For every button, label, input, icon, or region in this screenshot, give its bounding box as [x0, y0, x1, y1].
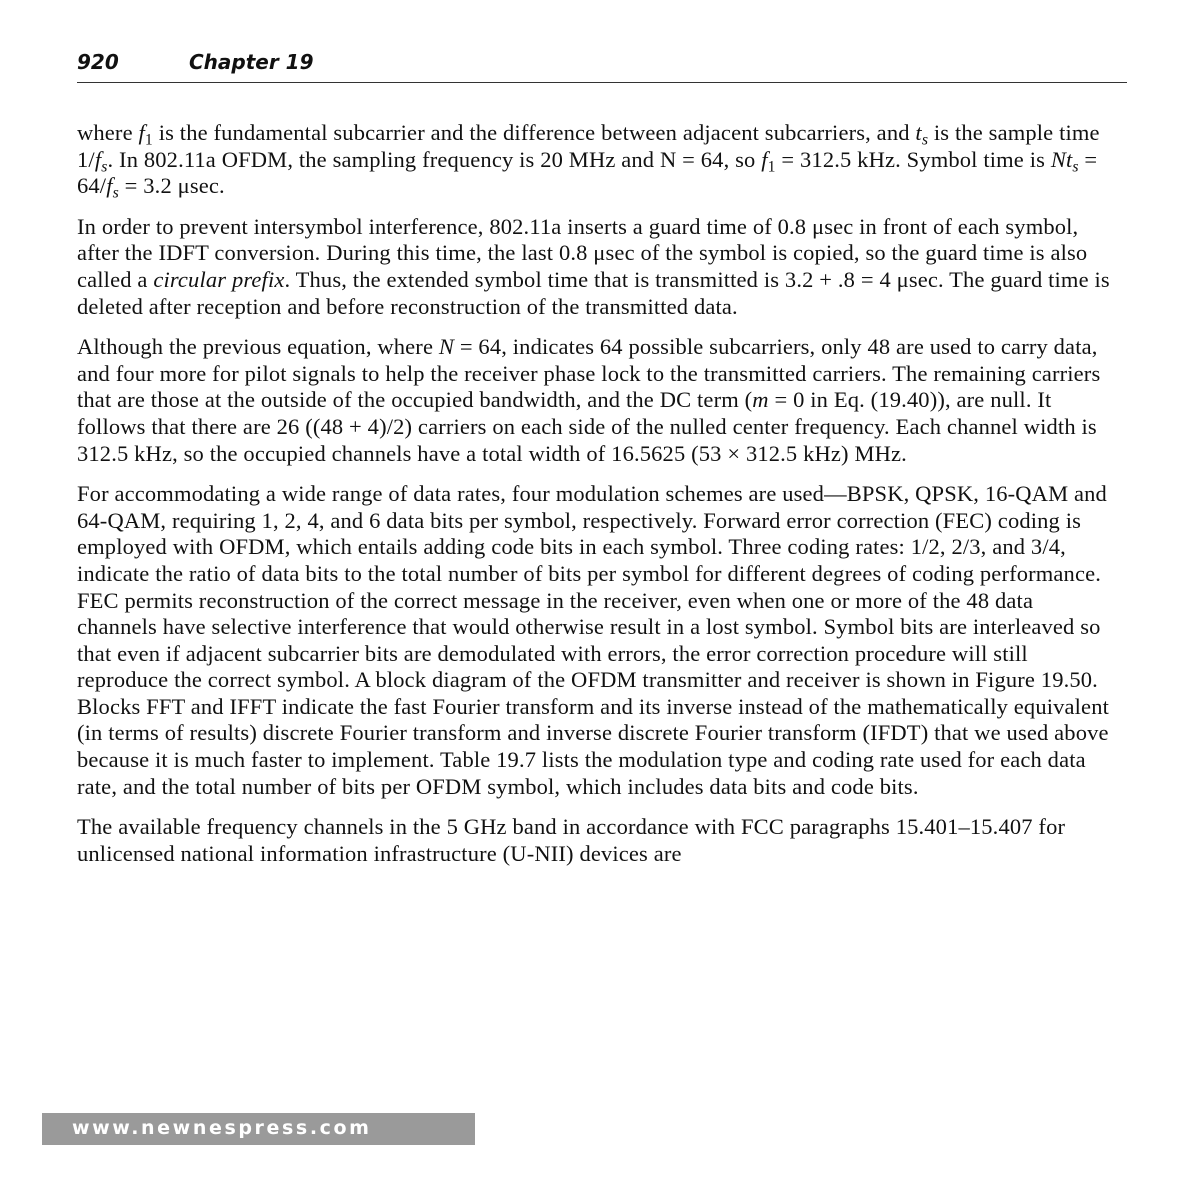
text-segment: . Thus, the extended symbol time that is transmitted is 3.2 + .8 = 4 μsec. The guard time is deleted after reception and before reconstruction of the transmitted data.	[77, 266, 1110, 319]
text-segment: is the fundamental subcarrier and the difference between adjacent subcarriers, and	[152, 120, 916, 145]
text-segment: N	[438, 334, 455, 360]
text-segment: m	[752, 387, 769, 413]
body-text	[77, 120, 1117, 881]
text-segment: 1	[144, 131, 153, 149]
text-segment: where	[77, 120, 139, 145]
text-segment: The available frequency channels in the 5 GHz band in accordance with FCC paragraphs 15.401–15.407 for unlicensed national information infrastructure (U-NII) devices are	[77, 814, 1066, 866]
paragraph-3	[77, 334, 1117, 467]
text-segment: = 312.5 kHz. Symbol time is	[775, 146, 1051, 172]
paragraph-1	[77, 120, 1117, 200]
text-segment: s	[112, 184, 119, 202]
text-segment: s	[1072, 158, 1079, 176]
paragraph-2	[77, 214, 1117, 320]
text-segment: s	[921, 131, 929, 149]
text-segment: = 3.2 μsec.	[118, 173, 225, 199]
page-header	[77, 46, 1127, 83]
text-segment: t	[915, 120, 922, 145]
text-segment: circular prefix	[153, 266, 285, 292]
text-segment: s	[101, 158, 108, 176]
text-segment: f	[94, 146, 102, 172]
text-segment: . In 802.11a OFDM, the sampling frequency is 20 MHz and N = 64, so	[107, 146, 762, 172]
text-segment: f	[138, 120, 145, 145]
paragraph-5	[77, 814, 1117, 867]
footer-bar	[42, 1113, 475, 1145]
text-segment: = 64/	[77, 146, 1098, 199]
text-segment: = 64, indicates 64 possible subcarriers, only 48 are used to carry data, and four more for pilot signals to help the receiver phase lock to the transmitted carriers. The remaining carriers that are those at the outside of the occupied bandwidth, and the DC term (	[77, 334, 1101, 413]
text-segment: f	[761, 146, 768, 172]
text-segment: Although the previous equation, where	[77, 334, 439, 360]
text-segment: f	[106, 173, 113, 199]
text-segment: is the sample time 1/	[77, 120, 1100, 172]
text-segment: For accommodating a wide range of data rates, four modulation schemes are used—BPSK, QPSK, 16-QAM and 64-QAM, requiring 1, 2, 4, and 6 data bits per symbol, respectively. Forward error correction (FEC) coding is employed with OFDM, which entails adding code bits in each symbol. Three coding rates: 1/2, 2/3, and 3/4, indicate the ratio of data bits to the total number of bits per symbol for different degrees of coding performance. FEC permits reconstruction of the correct message in the receiver, even when one or more of the 48 data channels have selective interference that would otherwise result in a lost symbol. Symbol bits are interleaved so that even if adjacent subcarrier bits are demodulated with errors, the error correction procedure will still reproduce the correct symbol. A block diagram of the OFDM transmitter and receiver is shown in Figure 19.50. Blocks FFT and IFFT indicate the fast Fourier transform and its inverse instead of the mathematically equivalent (in terms of results) discrete Fourier transform and inverse discrete Fourier transform (IFDT) that we used above because it is much faster to implement. Table 19.7 lists the modulation type and coding rate used for each data rate, and the total number of bits per OFDM symbol, which includes data bits and code bits.	[77, 481, 1109, 799]
text-segment: 1	[767, 158, 776, 176]
text-segment: = 0 in Eq. (19.40)), are null. It follows that there are 26 ((48 + 4)/2) carriers on each side of the nulled center frequency. Each channel width is 312.5 kHz, so the occupied channels have a total width of 16.5625 (53 × 312.5 kHz) MHz.	[77, 387, 1097, 466]
publisher-url[interactable]: www.newnespress.com	[72, 1117, 372, 1139]
text-segment: In order to prevent intersymbol interference, 802.11a inserts a guard time of 0.8 μsec in front of each symbol, after the IDFT conversion. During this time, the last 0.8 μsec of the symbol is copied, so the guard time is also called a	[77, 213, 1088, 292]
paragraph-4	[77, 481, 1117, 800]
page-number: 920	[77, 50, 119, 74]
chapter-title: Chapter 19	[189, 50, 314, 74]
text-segment: Nt	[1050, 146, 1073, 172]
